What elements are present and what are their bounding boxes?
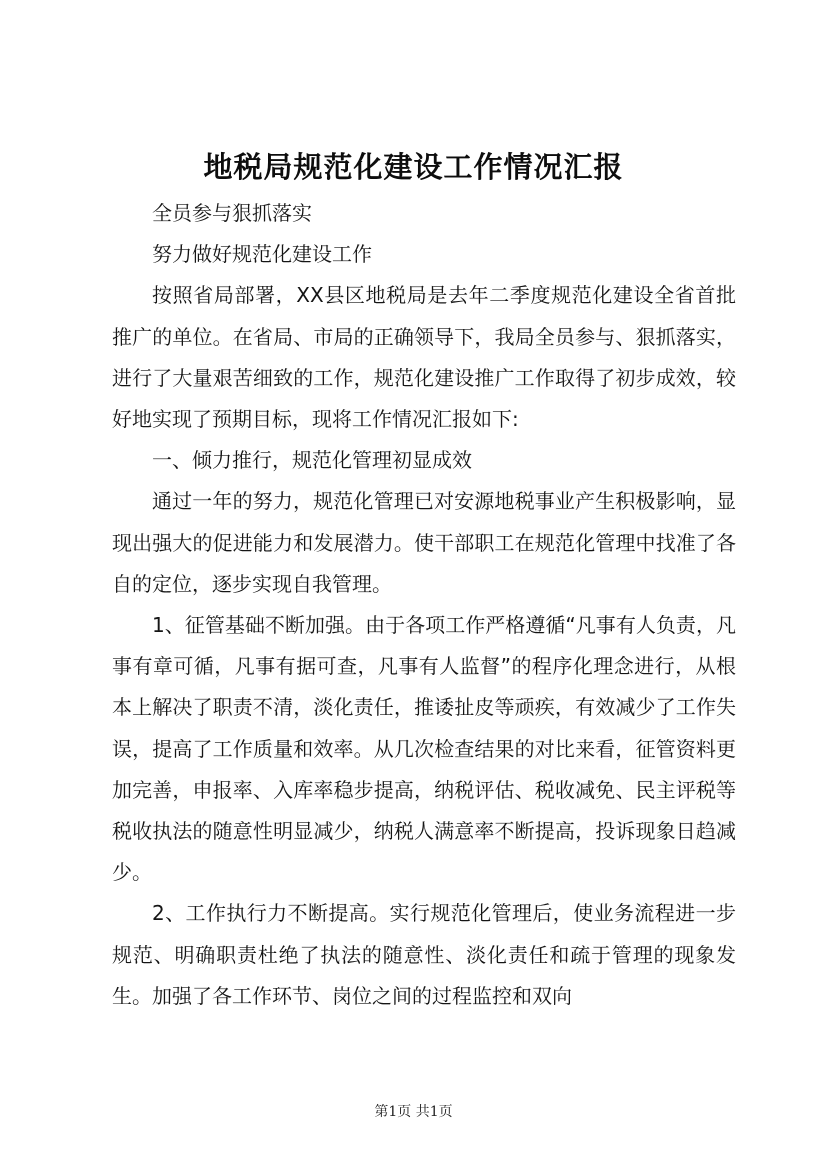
paragraph-subtitle-2: 努力做好规范化建设工作 [152,242,372,267]
section-heading-1: 一、倾力推行，规范化管理初显成效 [152,448,472,473]
document-title: 地税局规范化建设工作情况汇报 [203,150,624,184]
paragraph-point-1: 1、征管基础不断加强。由于各项工作严格遵循“凡事有人负责，凡事有章可循，凡事有据可查，凡事有人监督”的程序化理念进行，从根本上解决了职责不清，淡化责任，推诿扯皮等顽疾，有效减少了工作失误，提高了工作质量和效率。从几次检查结果的对比来看，征管资料更加完善，申报率、入库率稳步提高，纳税评估、税收减免、民主评税等税收执法的随意性明显减少，纳税人满意率不断提高，投诉现象日趋减少。 [112,613,736,885]
paragraph-subtitle-1: 全员参与狠抓落实 [152,201,312,225]
paragraph-point-2: 2、工作执行力不断提高。实行规范化管理后，使业务流程进一步规范、明确职责杜绝了执法的随意性、淡化责任和疏于管理的现象发生。加强了各工作环节、岗位之间的过程监控和双向 [112,901,736,1008]
paragraph-intro: 按照省局部署，XX县区地税局是去年二季度规范化建设全省首批推广的单位。在省局、市局的正确领导下，我局全员参与、狠抓落实，进行了大量艰苦细致的工作，规范化建设推广工作取得了初步成效，较好地实现了预期目标，现将工作情况汇报如下: [112,283,736,432]
page-number-footer: 第1页 共1页 [374,1104,453,1120]
paragraph-section-1-intro: 通过一年的努力，规范化管理已对安源地税事业产生积极影响，显现出强大的促进能力和发展潜力。使干部职工在规范化管理中找准了各自的定位，逐步实现自我管理。 [112,489,736,596]
document-body [112,193,736,1017]
